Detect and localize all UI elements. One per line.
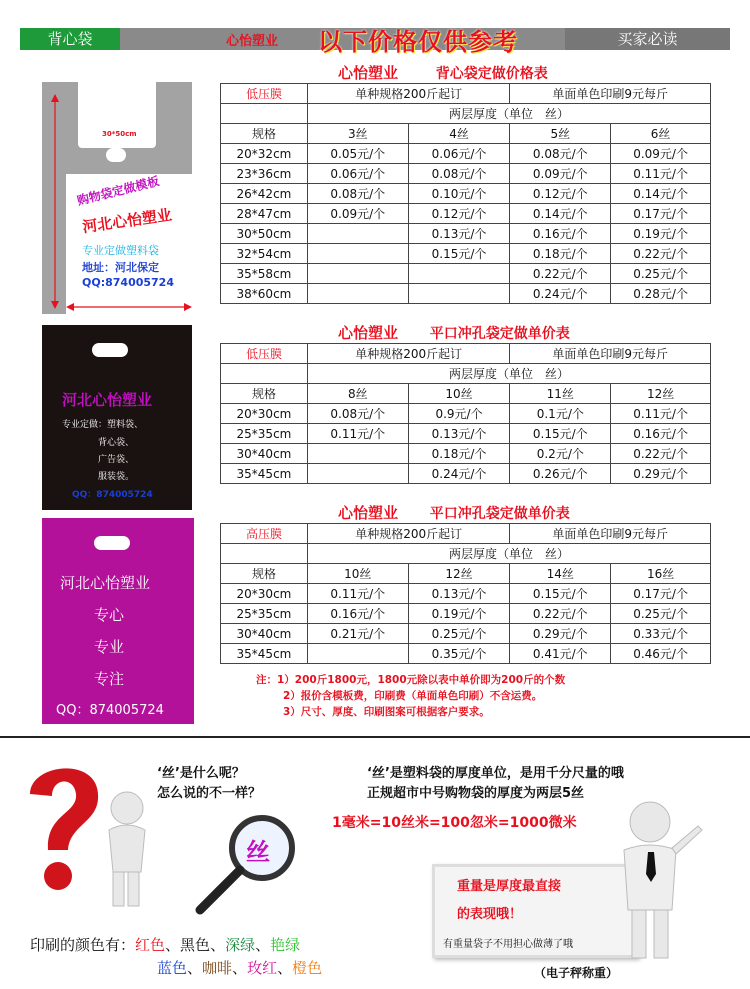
faq-question-2: 怎么说的不一样？: [157, 786, 262, 801]
color-item: 咖啡: [202, 959, 233, 977]
presenter-figure-icon: [588, 800, 708, 965]
bag2-line2: 背心袋、: [98, 438, 135, 448]
print-colors-row-1: [30, 934, 300, 955]
bag-handle-hole: [94, 536, 130, 550]
scale-caption: （电子秤称重）: [534, 966, 619, 980]
price-cell: [408, 264, 510, 284]
bag3-line3: 专业: [94, 638, 125, 656]
table-row: [221, 644, 711, 664]
film-type: 低压膜: [221, 84, 308, 104]
spec-cell: 20*30cm: [221, 584, 308, 604]
price-cell: 0.18元/个: [510, 244, 611, 264]
price-cell: 0.1元/个: [510, 404, 611, 424]
spec-cell: 25*35cm: [221, 604, 308, 624]
price-cell: 0.14元/个: [611, 184, 711, 204]
price-cell: [307, 444, 408, 464]
table-row: [221, 204, 711, 224]
price-cell: 0.06元/个: [408, 144, 510, 164]
bag-hanging-hole: [106, 148, 126, 162]
price-cell: 0.22元/个: [510, 604, 611, 624]
table-row: [221, 164, 711, 184]
section-divider: [0, 736, 750, 738]
color-item: 红色: [135, 936, 166, 954]
bag-line-template: 购物袋定做模板: [75, 174, 161, 208]
price-cell: 0.11元/个: [307, 424, 408, 444]
price-cell: 0.09元/个: [307, 204, 408, 224]
black-flat-bag-sample: [42, 325, 192, 510]
price-cell: 0.46元/个: [611, 644, 711, 664]
price-cell: [408, 284, 510, 304]
note-line-2: 2）报价含模板费，印刷费（单面单色印刷）不含运费。: [283, 690, 543, 702]
price-cell: 0.06元/个: [307, 164, 408, 184]
price-cell: [307, 284, 408, 304]
unit-formula: 1毫米=10丝米=100忽米=1000微米: [332, 815, 577, 831]
blank-cell: [221, 104, 308, 124]
spec-cell: 35*45cm: [221, 464, 308, 484]
bag-line-qq: QQ:874005724: [82, 276, 174, 289]
thickness-header: 两层厚度（单位 丝）: [307, 364, 710, 384]
board-line-2: 的表现哦！: [457, 907, 523, 922]
column-header: 5丝: [510, 124, 611, 144]
price-cell: 0.15元/个: [510, 424, 611, 444]
price-cell: 0.18元/个: [408, 444, 510, 464]
thinking-figure-icon: [95, 790, 155, 910]
table2-title-name: 平口冲孔袋定做单价表: [429, 326, 570, 342]
price-cell: [307, 464, 408, 484]
min-order: 单种规格200斤起订: [307, 524, 510, 544]
spec-cell: 20*30cm: [221, 404, 308, 424]
price-cell: [307, 644, 408, 664]
separator: 、: [232, 959, 248, 977]
table1-title-brand: 心怡塑业: [338, 64, 399, 82]
separator: 、: [187, 959, 203, 977]
table-row: [221, 584, 711, 604]
magnifier-label: 丝: [246, 838, 270, 866]
price-cell: [307, 264, 408, 284]
price-cell: 0.12元/个: [510, 184, 611, 204]
bag2-qq: QQ：874005724: [72, 490, 153, 500]
column-header: 8丝: [307, 384, 408, 404]
column-header: 12丝: [408, 564, 510, 584]
spec-header: 规格: [221, 384, 308, 404]
table1-title: [338, 62, 548, 83]
faq-answer-2: 正规超市中号购物袋的厚度为两层5丝: [367, 786, 585, 801]
table3-title: [338, 502, 570, 523]
table-row: [221, 284, 711, 304]
column-header: 14丝: [510, 564, 611, 584]
separator: 、: [277, 959, 293, 977]
print-fee: 单面单色印刷9元每斤: [510, 524, 711, 544]
column-header: 10丝: [307, 564, 408, 584]
spec-cell: 32*54cm: [221, 244, 308, 264]
vest-bag-price-table: [220, 83, 711, 304]
price-cell: 0.15元/个: [510, 584, 611, 604]
price-cell: 0.08元/个: [510, 144, 611, 164]
price-cell: 0.09元/个: [611, 144, 711, 164]
table-header-row: [221, 564, 711, 584]
bag2-line4: 服装袋。: [98, 472, 135, 482]
min-order: 单种规格200斤起订: [307, 84, 510, 104]
price-cell: 0.29元/个: [611, 464, 711, 484]
table-row: [221, 264, 711, 284]
price-cell: 0.24元/个: [510, 284, 611, 304]
table2-title: [338, 322, 570, 343]
spec-header: 规格: [221, 564, 308, 584]
blank-cell: [221, 364, 308, 384]
color-item: 艳绿: [270, 936, 301, 954]
price-cell: 0.35元/个: [408, 644, 510, 664]
column-header: 4丝: [408, 124, 510, 144]
spec-cell: 26*42cm: [221, 184, 308, 204]
price-cell: 0.11元/个: [611, 164, 711, 184]
bag-line-company: 河北心怡塑业: [81, 205, 173, 237]
table-row: [221, 464, 711, 484]
bag3-line1: 河北心怡塑业: [60, 574, 151, 592]
table-row: [221, 424, 711, 444]
color-item: 黑色: [180, 936, 211, 954]
price-cell: 0.22元/个: [510, 264, 611, 284]
price-cell: 0.22元/个: [611, 444, 711, 464]
table-row: [221, 244, 711, 264]
spec-cell: 35*58cm: [221, 264, 308, 284]
bag-size-red: 30*50cm: [102, 130, 137, 138]
price-cell: 0.19元/个: [408, 604, 510, 624]
price-cell: 0.2元/个: [510, 444, 611, 464]
spec-cell: 20*32cm: [221, 144, 308, 164]
min-order: 单种规格200斤起订: [307, 344, 510, 364]
bag-handle-hole: [92, 343, 128, 357]
table-row: [221, 144, 711, 164]
table-row: [221, 364, 711, 384]
price-cell: 0.29元/个: [510, 624, 611, 644]
price-cell: 0.15元/个: [408, 244, 510, 264]
price-cell: 0.19元/个: [611, 224, 711, 244]
blank-cell: [221, 544, 308, 564]
price-cell: 0.21元/个: [307, 624, 408, 644]
price-cell: 0.16元/个: [510, 224, 611, 244]
table-row: [221, 604, 711, 624]
column-header: 10丝: [408, 384, 510, 404]
table-row: [221, 544, 711, 564]
price-cell: 0.16元/个: [611, 424, 711, 444]
color-item: 蓝色: [157, 959, 188, 977]
price-cell: 0.09元/个: [510, 164, 611, 184]
spec-cell: 30*40cm: [221, 624, 308, 644]
table-header-row: [221, 124, 711, 144]
bag3-line2: 专心: [94, 606, 125, 624]
magenta-flat-bag-sample: [42, 518, 194, 724]
print-fee: 单面单色印刷9元每斤: [510, 344, 711, 364]
height-arrow-icon: [48, 94, 62, 309]
spec-cell: 30*40cm: [221, 444, 308, 464]
table-row: [221, 624, 711, 644]
bag-size-label: 袋子尺寸: [106, 113, 134, 121]
price-cell: 0.10元/个: [408, 184, 510, 204]
color-item: 深绿: [225, 936, 256, 954]
high-pressure-flat-bag-price-table: [220, 523, 711, 664]
price-cell: 0.12元/个: [408, 204, 510, 224]
table-row: [221, 444, 711, 464]
bag-line-address: 地址：河北保定: [82, 261, 159, 274]
price-cell: 0.25元/个: [611, 604, 711, 624]
thickness-header: 两层厚度（单位 丝）: [307, 104, 710, 124]
price-cell: 0.08元/个: [307, 404, 408, 424]
price-cell: 0.05元/个: [307, 144, 408, 164]
thickness-header: 两层厚度（单位 丝）: [307, 544, 710, 564]
column-header: 11丝: [510, 384, 611, 404]
price-cell: [307, 224, 408, 244]
tab-buyer-must-read[interactable]: 买家必读: [565, 28, 730, 50]
column-header: 12丝: [611, 384, 711, 404]
table1-title-name: 背心袋定做价格表: [435, 66, 548, 82]
color-item: 玫红: [247, 959, 278, 977]
price-cell: 0.11元/个: [611, 404, 711, 424]
price-cell: 0.22元/个: [611, 244, 711, 264]
bag-line-service: 专业定做塑料袋: [82, 244, 159, 257]
vest-bag-sample: [42, 82, 192, 314]
faq-answer-1: ‘丝’是塑料袋的厚度单位，是用千分尺量的哦: [367, 766, 624, 781]
spec-cell: 35*45cm: [221, 644, 308, 664]
print-colors-row-2: [157, 957, 322, 978]
color-item: 橙色: [292, 959, 323, 977]
low-pressure-flat-bag-price-table: [220, 343, 711, 484]
header-title: 以下价格仅供参考: [318, 28, 518, 56]
table-row: [221, 84, 711, 104]
spec-cell: 25*35cm: [221, 424, 308, 444]
separator: 、: [165, 936, 181, 954]
faq-question-1: ‘丝’是什么呢？: [157, 766, 245, 781]
header-brand: 心怡塑业: [226, 34, 279, 49]
price-cell: 0.13元/个: [408, 424, 510, 444]
price-cell: 0.14元/个: [510, 204, 611, 224]
table-row: [221, 224, 711, 244]
separator: 、: [210, 936, 226, 954]
note-line-1: 注：1）200斤1800元，1800元除以表中单价即为200斤的个数: [256, 674, 566, 686]
table-row: [221, 524, 711, 544]
note-line-3: 3）尺寸、厚度、印刷图案可根据客户要求。: [283, 706, 490, 718]
bag2-title: 河北心怡塑业: [62, 391, 153, 409]
price-cell: 0.17元/个: [611, 204, 711, 224]
film-type: 高压膜: [221, 524, 308, 544]
bag2-line3: 广告袋、: [98, 455, 135, 465]
price-cell: 0.28元/个: [611, 284, 711, 304]
table-row: [221, 404, 711, 424]
price-cell: 0.25元/个: [408, 624, 510, 644]
price-cell: 0.08元/个: [307, 184, 408, 204]
table-row: [221, 344, 711, 364]
separator: 、: [255, 936, 271, 954]
spec-cell: 28*47cm: [221, 204, 308, 224]
spec-cell: 30*50cm: [221, 224, 308, 244]
table-row: [221, 104, 711, 124]
bag2-line1: 专业定做：塑料袋、: [62, 420, 144, 430]
film-type: 低压膜: [221, 344, 308, 364]
price-cell: 0.25元/个: [611, 264, 711, 284]
bag3-line4: 专注: [94, 670, 125, 688]
price-cell: 0.16元/个: [307, 604, 408, 624]
table2-title-brand: 心怡塑业: [338, 324, 399, 342]
print-colors-label: 印刷的颜色有：: [30, 936, 136, 954]
price-cell: 0.11元/个: [307, 584, 408, 604]
spec-cell: 38*60cm: [221, 284, 308, 304]
table3-title-name: 平口冲孔袋定做单价表: [429, 506, 570, 522]
price-cell: 0.17元/个: [611, 584, 711, 604]
magnifier-icon: [190, 808, 300, 918]
column-header: 6丝: [611, 124, 711, 144]
price-cell: [307, 244, 408, 264]
price-cell: 0.13元/个: [408, 584, 510, 604]
spec-header: 规格: [221, 124, 308, 144]
price-cell: 0.24元/个: [408, 464, 510, 484]
column-header: 16丝: [611, 564, 711, 584]
column-header: 3丝: [307, 124, 408, 144]
bag-size-value: 20*32cm: [102, 121, 134, 129]
price-cell: 0.08元/个: [408, 164, 510, 184]
price-cell: 0.41元/个: [510, 644, 611, 664]
print-fee: 单面单色印刷9元每斤: [510, 84, 711, 104]
table3-title-brand: 心怡塑业: [338, 504, 399, 522]
board-line-1: 重量是厚度最直接: [457, 879, 562, 894]
table-row: [221, 184, 711, 204]
table-header-row: [221, 384, 711, 404]
price-cell: 0.13元/个: [408, 224, 510, 244]
bag3-qq: QQ：874005724: [56, 703, 164, 718]
spec-cell: 23*36cm: [221, 164, 308, 184]
price-cell: 0.33元/个: [611, 624, 711, 644]
board-line-3: 有重量袋子不用担心做薄了哦: [443, 939, 573, 950]
width-arrow-icon: [66, 302, 192, 312]
tab-vest-bag[interactable]: 背心袋: [20, 28, 120, 50]
price-cell: 0.9元/个: [408, 404, 510, 424]
price-cell: 0.26元/个: [510, 464, 611, 484]
